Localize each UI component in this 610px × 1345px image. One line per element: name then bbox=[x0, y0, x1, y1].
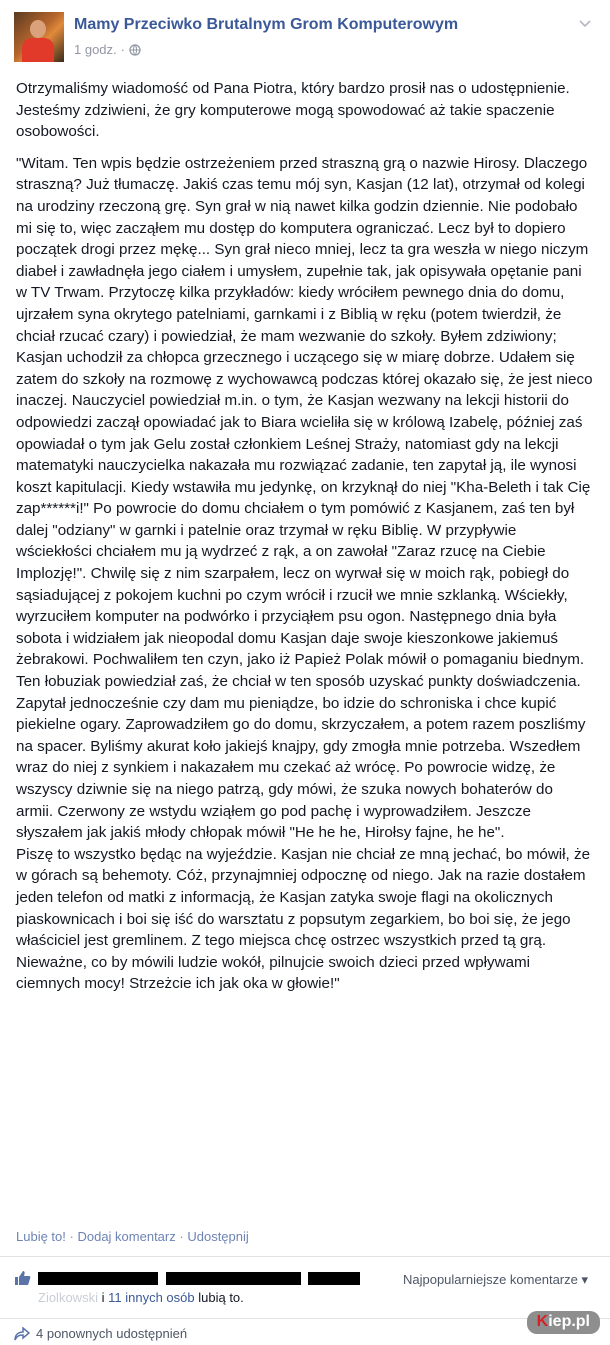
avatar-shirt bbox=[22, 38, 54, 62]
share-icon bbox=[14, 1327, 30, 1341]
like-link[interactable]: Lubię to! bbox=[16, 1229, 66, 1244]
divider bbox=[0, 1256, 610, 1257]
shares-count-link[interactable]: 4 ponownych udostępnień bbox=[36, 1326, 188, 1341]
action-separator: · bbox=[69, 1229, 74, 1244]
page-name-link[interactable]: Mamy Przeciwko Brutalnym Grom Komputerowym bbox=[74, 16, 459, 33]
watermark-k: K bbox=[536, 1313, 549, 1330]
likers-summary bbox=[38, 1290, 244, 1305]
avatar-head bbox=[30, 20, 46, 38]
post-time[interactable]: 1 godz. bbox=[74, 42, 117, 57]
post-paragraph-intro: Otrzymaliśmy wiadomość od Pana Piotra, który bardzo prosił nas o udostępnienie. Jesteśmy zdziwieni, że gry komputerowe mogą spowodować aż takie spaczenie osobowości. bbox=[16, 80, 570, 141]
chevron-down-icon[interactable] bbox=[578, 16, 592, 30]
comment-link[interactable]: Dodaj komentarz bbox=[77, 1229, 176, 1244]
post-actions bbox=[16, 1229, 249, 1244]
shares-row bbox=[14, 1326, 187, 1341]
post-meta bbox=[74, 42, 141, 57]
likes-and: i bbox=[101, 1290, 105, 1305]
redacted-name bbox=[308, 1272, 360, 1285]
post-body bbox=[16, 78, 594, 995]
likers-names bbox=[38, 1270, 360, 1285]
thumbs-up-icon bbox=[14, 1270, 32, 1286]
partial-liker-name[interactable]: Ziolkowski bbox=[38, 1290, 98, 1305]
comment-sort-dropdown[interactable]: Najpopularniejsze komentarze ▾ bbox=[402, 1272, 588, 1287]
divider bbox=[0, 1318, 610, 1319]
watermark-text: iep.pl bbox=[548, 1313, 590, 1330]
meta-separator: · bbox=[120, 42, 125, 57]
share-link[interactable]: Udostępnij bbox=[187, 1229, 249, 1244]
watermark-logo bbox=[527, 1311, 600, 1334]
post-header bbox=[14, 12, 600, 64]
redacted-name bbox=[166, 1272, 301, 1285]
page-avatar[interactable] bbox=[14, 12, 64, 62]
likes-suffix: lubią to. bbox=[198, 1290, 244, 1305]
globe-icon bbox=[129, 44, 141, 56]
redacted-name bbox=[38, 1272, 158, 1285]
likes-summary bbox=[14, 1268, 594, 1312]
post-paragraph-letter: "Witam. Ten wpis będzie ostrzeżeniem przed straszną grą o nazwie Hirosy. Dlaczego straszną? Już tłumaczę. Jakiś czas temu mój syn, Kasjan (12 lat), otrzymał od kolegi na urodziny rzeczoną grę. Syn grał w nią nawet kilka godzin dziennie. Nie podobało mi się to, więc zacząłem mu dostęp do komputera ograniczać. Lecz był to dopiero początek drogi przez mękę... Syn grał nieco mniej, lecz ta gra weszła w niego niczym diabeł i zawładnęła jego ciałem i umysłem, zupełnie tak, jak opisywała opętanie pani w TV Trwam. Przytoczę kilka przykładów: kiedy wróciłem pewnego dnia do domu, ujrzałem syna okrytego patelniami, garnkami i z Biblią w ręku (potem twierdził, że chciał rzucać czary) i powiedział, że mam wezwanie do szkoły. Byłem zdziwiony; Kasjan uchodził za chłopca grzecznego i uczącego się w miarę dobrze. Udałem się zatem do szkoły na rozmowę z wychowawcą podczas której okazało się, że jest nieco inaczej. Nauczyciel powiedział m.in. o tym, że Kasjan wezwany na lekcji historii do odpowiedzi zaczął opowiadać jak to Biara wcieliła się w królową Izabelę, później zaś opowiadał o tym jak Gelu został członkiem Leśnej Straży, natomiast gdy na lekcji matematyki nauczycielka nakazała mu rozwiązać zadanie, ten zapytał ją, ile wynosi koszt kapitulacji. Kiedy wstawiła mu jedynkę, on krzyknął do niej "Kha-Beleth i tak Cię zap******i!" Po powrocie do domu chciałem o tym pomówić z Kasjanem, zaś ten był dalej "odziany" w garnki i patelnie oraz trzymał w ręku Biblię. W przypływie wściekłości chciałem mu ją wydrzeć z rąk, a on zawołał "Zaraz rzucę na Ciebie Implozję!". Chwilę się z nim szarpałem, lecz on wyrwał się w moich rąk, pobiegł do sąsiadującej z pokojem kuchni po czym wrócił i rzucił we mnie szklanką. Wściekły, wyrzuciłem komputer na podwórko i przyciąłem psu ogon. Następnego dnia była sobota i widziałem jak nieopodal domu Kasjan daje swoje kieszonkowe jakiemuś żebrakowi. Pochwaliłem ten czyn, jako iż Papież Polak mówił o pomaganiu biednym. Ten łobuziak powiedział zaś, że chciał w ten sposób uzyskać punkty doświadczenia. Zapytał jednocześnie czy dam mu pieniądze, bo idzie do schroniska i chce kupić piekielne ogary. Zaprowadziłem go do domu, skrzyczałem, a potem razem poszliśmy na spacer. Byliśmy akurat koło jakiejś knajpy, gdy zmogła mnie potrzeba. Wszedłem wraz do niej z synkiem i nakazałem mu czekać aż wrócę. Po powrocie widzę, że wszyscy dziwnie się na niego patrzą, gdy mówi, że szuka nowych bohaterów do armii. Czerwony ze wstydu wziąłem go pod pachę i wyprowadziłem. Jeszcze słyszałem jak jakiś młody chłopak mówił "He he he, Hirołsy fajne, he he". Piszę to wszystko będąc na wyjeździe. Kasjan nie chciał ze mną jechać, bo mówił, że w górach są behemoty. Cóż, przynajmniej odpocznę od niego. Jak na razie dostałem jeden telefon od matki z informacją, że Kasjan zatyka swoje flagi na okolicznych piaskownicach i boi się iść do warsztatu z popsutym zegarkiem, bo boi się, że jego właściciel jest gremlinem. Z tego miejsca chcę ostrzec wszystkich przed tą grą. Nieważne, co by mówili ludzie wokół, pilnujcie swoich dzieci przed wpływami ciemnych mocy! Strzeżcie ich jak oka w głowie!" bbox=[16, 154, 593, 993]
action-separator: · bbox=[179, 1229, 184, 1244]
others-link[interactable]: 11 innych osób bbox=[108, 1290, 195, 1305]
